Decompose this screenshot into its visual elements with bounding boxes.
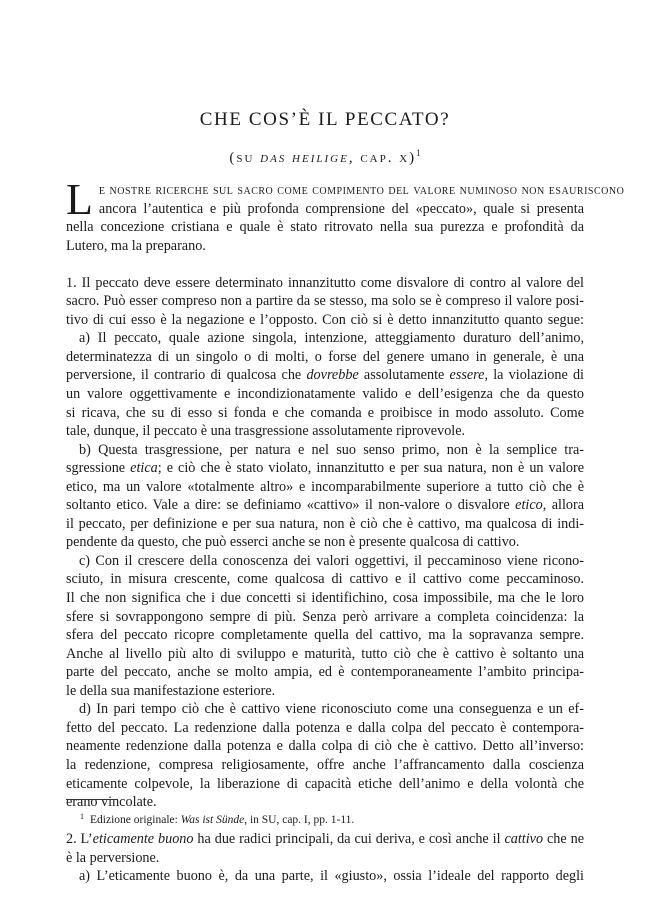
footnote-rule xyxy=(66,799,118,800)
chapter-subtitle xyxy=(0,143,650,168)
text-line: perversione, il contrario di qualcosa che dovrebbe assolutamente essere, la violazione di xyxy=(66,367,584,384)
text-line: ancora l’autentica e più profonda comprensione del «peccato», quale si presenta xyxy=(98,200,584,217)
text-line: b) Questa trasgressione, per natura e nel suo senso primo, non è la semplice tra- xyxy=(79,441,584,458)
subtitle-work-title: das heilige xyxy=(260,150,349,166)
text-line: la redenzione, compresa religiosamente, offre anche l’affrancamento dalla coscienza xyxy=(66,756,584,773)
text-line: e nostre ricerche sul sacro come compimento del valore numinoso non esauriscono xyxy=(98,182,625,198)
text-line: sgressione etica; e ciò che è stato violato, innanzitutto e per sua natura, non è un valore xyxy=(66,460,585,477)
text-line: 2. L’eticamente buono ha due radici principali, da cui deriva, e così anche il cattivo che ne xyxy=(66,831,584,848)
text-line: fetto del peccato. La redenzione dalla potenza e dalla colpa del peccato è contempora- xyxy=(66,719,584,736)
text-line: 1. Il peccato deve essere determinato innanzitutto come disvalore di contro al valore del xyxy=(66,274,584,291)
text-line: nella concezione cristiana e quale è stato ritrovato nella sua purezza e profondità da xyxy=(66,219,584,236)
text-line: Il che non significa che i due concetti si identifichino, cosa impossibile, ma che le loro xyxy=(66,590,584,607)
text-line: parte del peccato, anche se molto ampia, ed è contemporaneamente l’ambito principa- xyxy=(66,664,584,681)
text-line: d) In pari tempo ciò che è cattivo viene riconosciuto come una conseguenza e un ef- xyxy=(79,701,584,718)
text-line: è la perversione. xyxy=(66,849,160,866)
text-line: etico, ma un valore «totalmente altro» e incomparabilmente superiore a tutto ciò che è xyxy=(66,478,584,495)
subtitle-close: , cap. x) xyxy=(348,150,417,166)
text-line: sfere si sovrappongono sempre di più. Senza però arrivare a completa coincidenza: la xyxy=(66,608,584,625)
footnote-mark: 1 xyxy=(80,812,84,821)
text-line: sfera del peccato ricopre completamente quella del cattivo, ma la sopravanza sempre. xyxy=(66,627,584,644)
text-line: soltanto etico. Vale a dire: se definiamo «cattivo» il non-valore o disvalore etico, allora xyxy=(66,497,585,514)
text-line: tale, dunque, il peccato è una trasgressione assolutamente riprovevole. xyxy=(66,423,466,440)
subtitle-footnote-mark: 1 xyxy=(416,148,421,158)
text-line: a) Il peccato, quale azione singola, intenzione, atteggiamento duraturo dell’animo, xyxy=(79,330,584,347)
text-line: pendente da questo, che può esserci anche se non è presente qualcosa di cattivo. xyxy=(66,534,520,551)
chapter-title: CHE COS’È IL PECCATO? xyxy=(199,109,451,130)
text-line: determinatezza di un singolo o di molti, o forse del genere umano in generale, è una xyxy=(66,348,584,365)
text-line: tivo di cui esso è la negazione e l’opposto. Con ciò si è detto innanzitutto quanto segue: xyxy=(66,311,584,328)
body-text xyxy=(66,175,625,886)
text-line: sacro. Può esser compreso non a partire da se stesso, ma solo se è compreso il valore posi- xyxy=(66,293,584,310)
text-line: c) Con il crescere della conoscenza dei valori oggettivi, il peccaminoso viene ricono- xyxy=(79,552,584,569)
text-line: le della sua manifestazione esteriore. xyxy=(66,682,276,699)
text-line: eticamente colpevole, la liberazione di capacità etiche dell’animo e della volontà che xyxy=(66,775,584,792)
text-line: un valore oggettivamente e incondizionatamente valido e dell’esigenza che da questo xyxy=(66,386,584,403)
text-line: Anche al livello più alto di sviluppo e maturità, tutto ciò che è cattivo è soltanto una xyxy=(66,645,584,662)
drop-cap: L xyxy=(66,175,93,224)
section-1 xyxy=(66,274,584,812)
intro-paragraph xyxy=(66,175,625,255)
text-line: il peccato, per definizione e per sua natura, non è ciò che è cattivo, ma qualcosa di indi- xyxy=(66,515,584,532)
text-line: sciuto, in misura crescente, come qualcosa di cattivo e il cattivo come peccaminoso. xyxy=(66,571,584,588)
text-line: si ricava, che su di esso si fonda e che comanda e proibisce in modo assoluto. Come xyxy=(66,404,584,421)
subtitle-open: (su xyxy=(229,150,261,166)
section-2 xyxy=(66,830,584,886)
text-line: Lutero, ma la preparano. xyxy=(66,237,206,254)
footnote: $^1$ Edizione originale: Was ist Sünde, in SU, cap. I, pp. 1-11. xyxy=(80,812,355,826)
text-line: neamente redenzione dalla potenza e dalla colpa di ciò che è cattivo. Detto all’inverso: xyxy=(66,738,584,755)
text-line: erano vincolate. xyxy=(66,794,157,811)
text-line: a) L’eticamente buono è, da una parte, il «giusto», ossia l’ideale del rapporto degli xyxy=(79,868,584,885)
